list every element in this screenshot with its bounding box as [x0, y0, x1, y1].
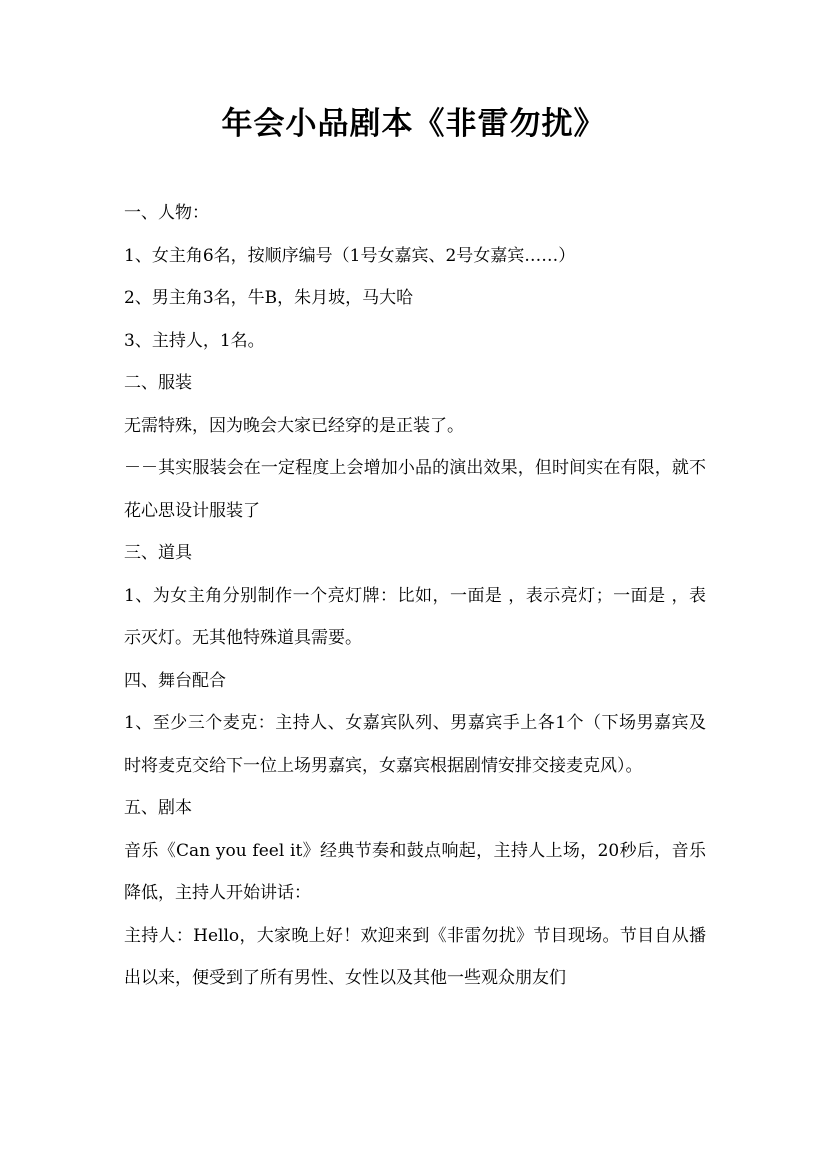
document-title: 年会小品剧本《非雷勿扰》	[221, 106, 606, 142]
section-heading-costume: 二、服装	[124, 373, 192, 393]
document-body	[124, 192, 706, 1000]
paragraph-host: 3、主持人，1名。	[124, 330, 265, 351]
paragraph-actors: 2、男主角3名，牛B，朱月坡，马大哈	[124, 288, 414, 308]
paragraph-host-speech: 主持人：Hello，大家晚上好！欢迎来到《非雷勿扰》节目现场。节目自从播出以来，便受到了所有男性、女性以及其他一些观众朋友们	[124, 925, 706, 988]
section-heading-stage: 四、舞台配合	[124, 670, 226, 691]
section-heading-script: 五、剧本	[124, 798, 192, 818]
section-heading-characters: 一、人物：	[124, 203, 209, 223]
section-heading-props: 三、道具	[124, 543, 192, 563]
paragraph-actresses: 1、女主角6名，按顺序编号（1号女嘉宾、2号女嘉宾……）	[124, 245, 576, 266]
paragraph-costume-note: 无需特殊，因为晚会大家已经穿的是正装了。	[124, 415, 464, 436]
paragraph-costume-detail: －－其实服装会在一定程度上会增加小品的演出效果，但时间实在有限，就不花心思设计服装了	[124, 458, 706, 521]
paragraph-props: 1、为女主角分别制作一个亮灯牌：比如，一面是 ，表示亮灯；一面是 ，表示灭灯。无其他特殊道具需要。	[124, 585, 706, 648]
paragraph-microphones: 1、至少三个麦克：主持人、女嘉宾队列、男嘉宾手上各1个（下场男嘉宾及时将麦克交给下一位上场男嘉宾，女嘉宾根据剧情安排交接麦克风）。	[124, 713, 706, 776]
paragraph-music-opening: 音乐《Can you feel it》经典节奏和鼓点响起，主持人上场，20秒后，音乐降低，主持人开始讲话：	[124, 840, 706, 903]
